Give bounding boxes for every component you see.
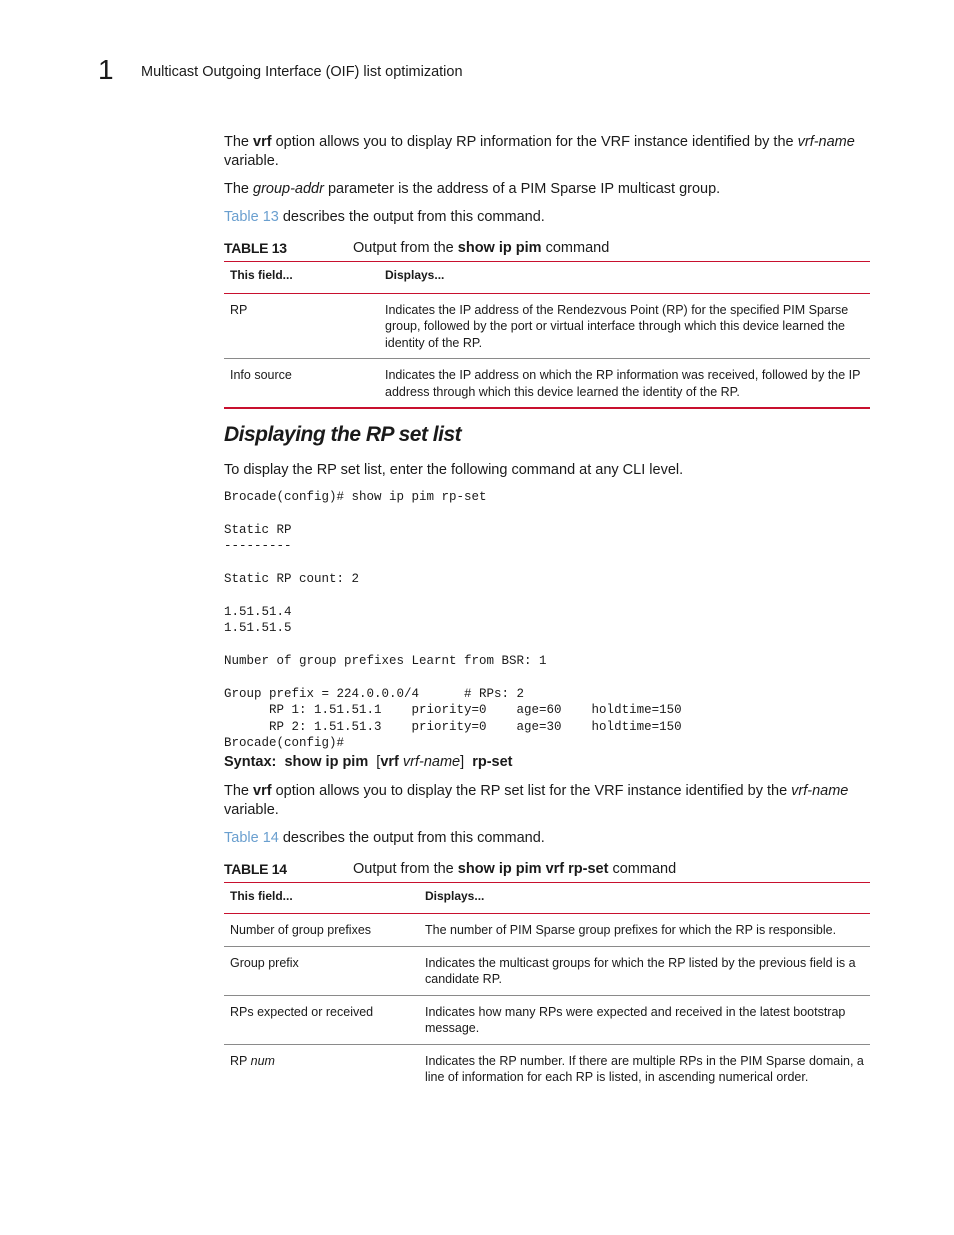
table-row xyxy=(224,946,870,995)
chapter-title: Multicast Outgoing Interface (OIF) list optimization xyxy=(141,64,463,80)
table14-reference xyxy=(224,829,870,848)
description-cell: Indicates the IP address of the Rendezvous Point (RP) for the specified PIM Sparse group, followed by the port or virtual interface through which this device learned the identity of the RP. xyxy=(379,293,870,359)
intro-paragraph-group-addr xyxy=(224,180,870,199)
description-cell: Indicates how many RPs were expected and received in the latest bootstrap message. xyxy=(419,995,870,1044)
table-header-row xyxy=(224,882,870,914)
text: variable. xyxy=(224,153,279,169)
table-row xyxy=(224,359,870,409)
field-cell: RPs expected or received xyxy=(224,995,419,1044)
description-cell: Indicates the IP address on which the RP information was received, followed by the IP address through which this device learned the identity of the RP. xyxy=(379,359,870,409)
group-addr-variable: group-addr xyxy=(253,181,324,197)
table14-link[interactable]: Table 14 xyxy=(224,829,279,846)
description-cell: The number of PIM Sparse group prefixes for which the RP is responsible. xyxy=(419,914,870,947)
vrf-keyword: vrf xyxy=(253,782,272,799)
text: Output from the xyxy=(353,860,458,877)
text: option allows you to display RP information for the VRF instance identified by the xyxy=(271,134,798,150)
syntax-vrf-name: vrf-name xyxy=(402,753,461,770)
column-header-displays: Displays... xyxy=(419,882,870,914)
description-cell: Indicates the RP number. If there are multiple RPs in the PIM Sparse domain, a line of information for each RP is listed, in ascending numerical order. xyxy=(425,1053,864,1084)
table14-number: TABLE 14 xyxy=(224,860,287,877)
text: command xyxy=(541,240,610,256)
syntax-vrf: vrf xyxy=(380,753,399,770)
field-cell: Group prefix xyxy=(224,946,419,995)
page-content xyxy=(224,133,870,1093)
field-cell: RP xyxy=(224,293,379,359)
table13-link[interactable]: Table 13 xyxy=(224,209,279,225)
text: describes the output from this command. xyxy=(278,829,545,846)
syntax-bracket-close: ] xyxy=(460,753,465,770)
intro-paragraph-vrf xyxy=(224,133,870,171)
text: RP xyxy=(230,1053,251,1068)
column-header-displays: Displays... xyxy=(379,262,870,294)
syntax-bracket-open: [ xyxy=(376,753,381,770)
table14-title xyxy=(353,860,676,879)
table13-caption xyxy=(224,239,870,258)
column-header-field: This field... xyxy=(224,262,379,294)
vrf-name-variable: vrf-name xyxy=(791,782,849,799)
description-cell: Indicates the multicast groups for which the RP listed by the previous field is a candidate RP. xyxy=(419,946,870,995)
vrf-keyword: vrf xyxy=(253,134,272,150)
section-intro: To display the RP set list, enter the following command at any CLI level. xyxy=(224,462,684,478)
chapter-number: 1 xyxy=(98,54,114,85)
text: The xyxy=(224,181,254,197)
cli-output: Brocade(config)# show ip pim rp-set Static RP --------- Static RP count: 2 1.51.51.4 1.51.51.5 Number of group prefixes Learnt from BSR: 1 Group prefix = 224.0.0.0/4 # RPs: 2 RP 1: 1.51.51.1 priority=0 age=60 holdtime=150 RP 2: 1.51.51.3 priority=0 age=30 holdtime=150 Brocade(config)# xyxy=(224,490,682,751)
table14-caption xyxy=(224,860,870,879)
syntax-rp-set: rp-set xyxy=(472,753,513,770)
num-variable: num xyxy=(250,1053,275,1068)
text: command xyxy=(608,860,677,877)
table-row xyxy=(224,914,870,947)
section-heading: Displaying the RP set list xyxy=(224,423,462,446)
command: show ip pim vrf rp-set xyxy=(457,860,609,877)
field-cell xyxy=(224,1044,419,1093)
syntax-label: Syntax: xyxy=(224,753,277,770)
command: show ip pim xyxy=(457,240,542,256)
column-header-field: This field... xyxy=(224,882,419,914)
field-cell: Number of group prefixes xyxy=(224,914,419,947)
text: variable. xyxy=(224,801,279,818)
text: The xyxy=(224,134,254,150)
table13-title xyxy=(353,239,609,258)
text: option allows you to display the RP set list for the VRF instance identified by the xyxy=(271,782,792,799)
table-header-row xyxy=(224,262,870,294)
syntax-command: show ip pim xyxy=(284,753,369,770)
syntax-line xyxy=(224,753,870,772)
table14 xyxy=(224,882,870,1093)
table-row xyxy=(224,293,870,359)
table13-number: TABLE 13 xyxy=(224,240,287,256)
table13-reference xyxy=(224,208,870,227)
text: Output from the xyxy=(353,240,458,256)
vrf-name-variable: vrf-name xyxy=(797,134,855,150)
text: parameter is the address of a PIM Sparse IP multicast group. xyxy=(323,181,721,197)
rpset-paragraph-vrf xyxy=(224,782,870,820)
table-row xyxy=(224,1044,870,1093)
table-row xyxy=(224,995,870,1044)
text: describes the output from this command. xyxy=(278,209,545,225)
text: The xyxy=(224,782,254,799)
field-cell: Info source xyxy=(224,359,379,409)
table13 xyxy=(224,261,870,409)
